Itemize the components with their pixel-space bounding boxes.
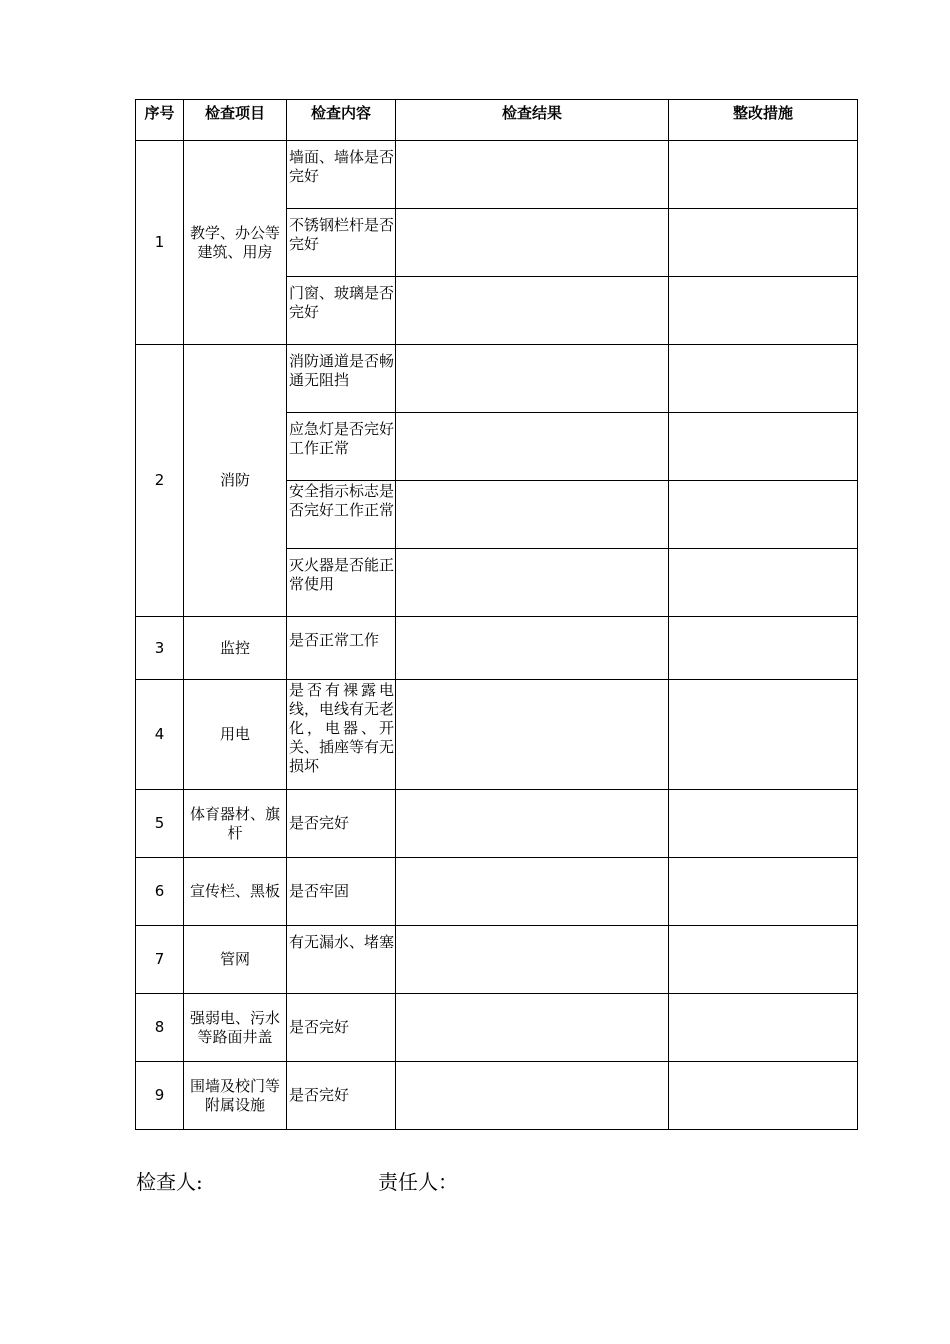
measures-cell[interactable] [669,617,858,680]
table-row [136,617,858,680]
result-cell[interactable] [396,790,669,858]
result-cell[interactable] [396,617,669,680]
result-cell[interactable] [396,141,669,209]
result-cell[interactable] [396,680,669,790]
result-cell[interactable] [396,858,669,926]
check-content: 是否有裸露电线，电线有无老化，电器、开关、插座等有无损坏 [287,680,396,790]
check-item: 管网 [184,926,287,994]
row-number: 4 [136,680,184,790]
measures-cell[interactable] [669,277,858,345]
check-content: 不锈钢栏杆是否完好 [287,209,396,277]
check-content: 是否正常工作 [287,617,396,680]
check-item: 监控 [184,617,287,680]
result-cell[interactable] [396,345,669,413]
inspection-table [135,99,858,1130]
check-item: 围墙及校门等附属设施 [184,1062,287,1130]
responsible-label: 责任人： [378,1170,458,1194]
row-number: 1 [136,141,184,345]
measures-cell[interactable] [669,141,858,209]
table-row [136,790,858,858]
check-content: 灭火器是否能正常使用 [287,549,396,617]
result-cell[interactable] [396,1062,669,1130]
result-cell[interactable] [396,481,669,549]
result-cell[interactable] [396,209,669,277]
check-content: 是否完好 [287,1062,396,1130]
row-number: 3 [136,617,184,680]
check-item: 教学、办公等建筑、用房 [184,141,287,345]
measures-cell[interactable] [669,680,858,790]
table-row [136,680,858,790]
measures-cell[interactable] [669,345,858,413]
check-content: 应急灯是否完好工作正常 [287,413,396,481]
measures-cell[interactable] [669,549,858,617]
row-number: 8 [136,994,184,1062]
measures-cell[interactable] [669,481,858,549]
measures-cell[interactable] [669,209,858,277]
check-item: 消防 [184,345,287,617]
measures-cell[interactable] [669,858,858,926]
table-row [136,141,858,209]
check-item: 强弱电、污水等路面井盖 [184,994,287,1062]
result-cell[interactable] [396,549,669,617]
header-measures: 整改措施 [669,100,858,141]
check-content: 消防通道是否畅通无阻挡 [287,345,396,413]
check-content: 是否完好 [287,790,396,858]
check-item: 用电 [184,680,287,790]
row-number: 5 [136,790,184,858]
measures-cell[interactable] [669,1062,858,1130]
check-item: 宣传栏、黑板 [184,858,287,926]
measures-cell[interactable] [669,994,858,1062]
table-row [136,345,858,413]
header-content: 检查内容 [287,100,396,141]
inspector-label: 检查人: [136,1170,203,1194]
result-cell[interactable] [396,277,669,345]
table-row [136,994,858,1062]
row-number: 7 [136,926,184,994]
measures-cell[interactable] [669,790,858,858]
table-row [136,926,858,994]
check-content: 有无漏水、堵塞 [287,926,396,994]
check-item: 体育器材、旗杆 [184,790,287,858]
check-content: 门窗、玻璃是否完好 [287,277,396,345]
measures-cell[interactable] [669,926,858,994]
table-row [136,1062,858,1130]
check-content: 是否牢固 [287,858,396,926]
row-number: 6 [136,858,184,926]
result-cell[interactable] [396,413,669,481]
result-cell[interactable] [396,926,669,994]
measures-cell[interactable] [669,413,858,481]
check-content: 安全指示标志是否完好工作正常 [287,481,396,549]
check-content: 墙面、墙体是否完好 [287,141,396,209]
header-item: 检查项目 [184,100,287,141]
table-row [136,858,858,926]
header-row [136,100,858,141]
row-number: 2 [136,345,184,617]
header-result: 检查结果 [396,100,669,141]
check-content: 是否完好 [287,994,396,1062]
row-number: 9 [136,1062,184,1130]
result-cell[interactable] [396,994,669,1062]
header-num: 序号 [136,100,184,141]
